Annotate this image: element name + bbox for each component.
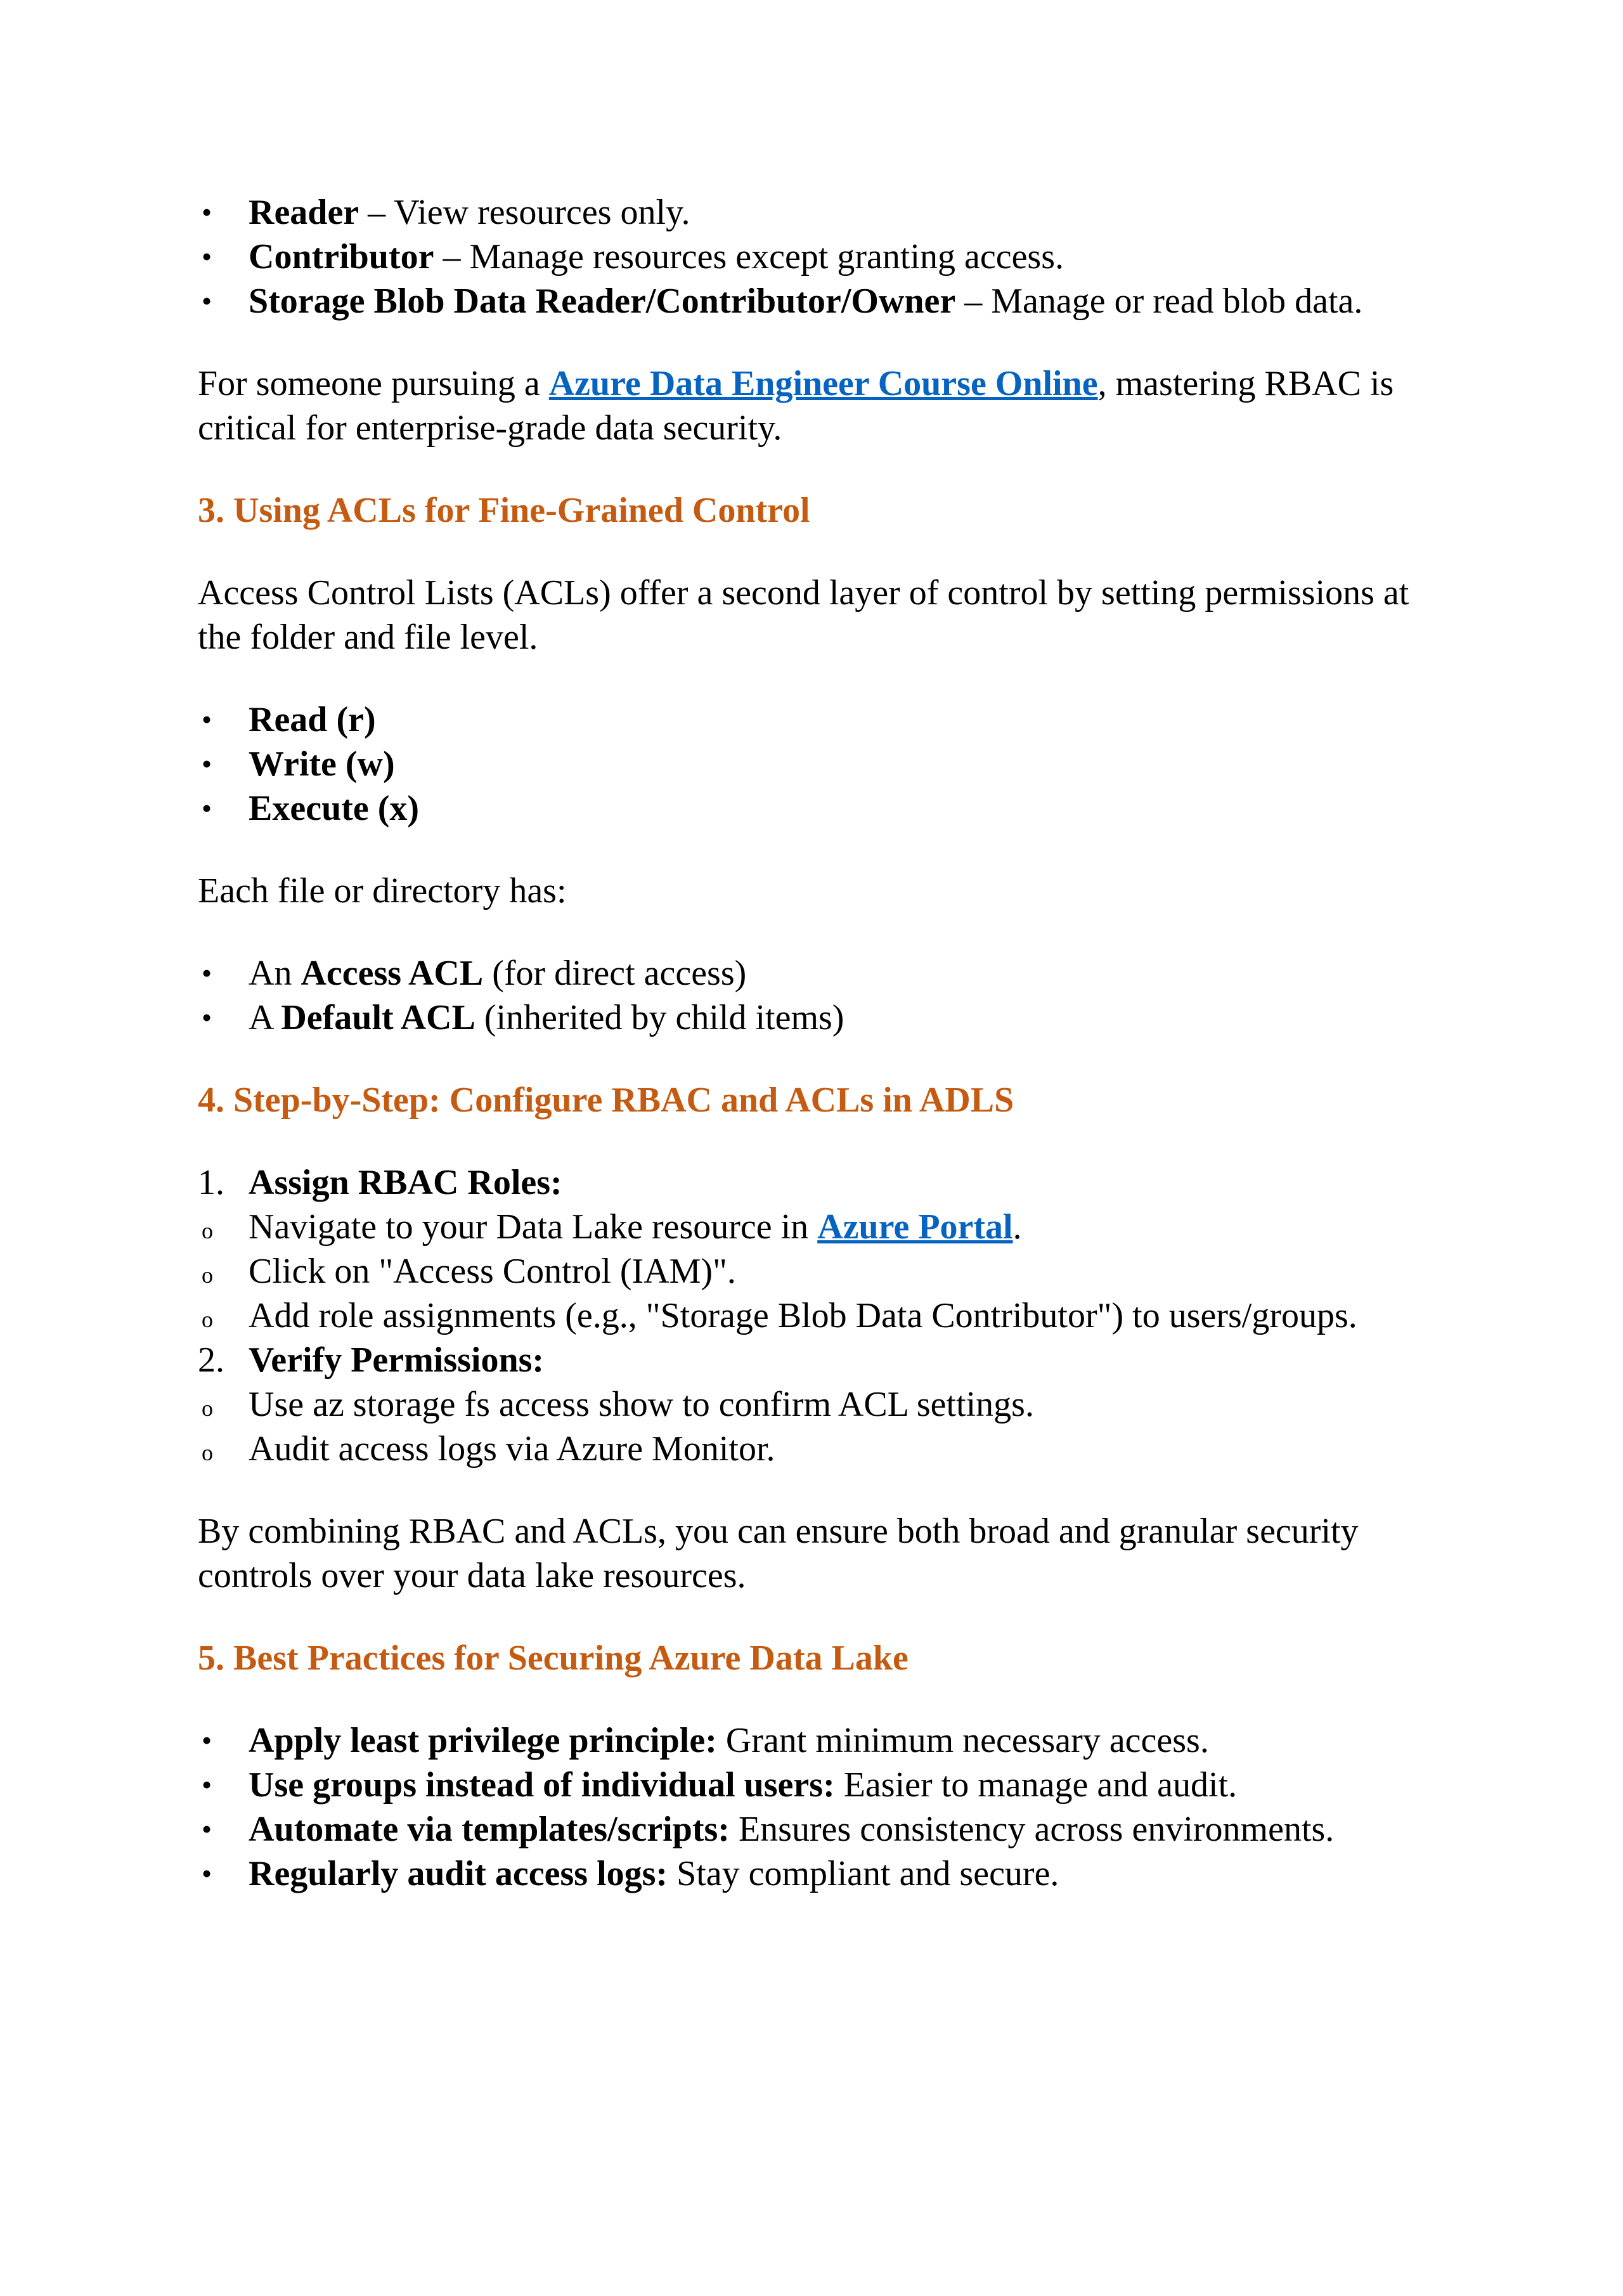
- substep-text: Add role assignments (e.g., "Storage Blob Data Contributor") to users/groups.: [249, 1296, 1357, 1335]
- practice-desc: Stay compliant and secure.: [668, 1854, 1059, 1893]
- role-term: Reader: [249, 193, 359, 232]
- list-item: [198, 786, 1440, 831]
- acl-desc: (for direct access): [483, 954, 747, 993]
- practice-desc: Ensures consistency across environments.: [729, 1810, 1335, 1849]
- permission-term: Write (w): [249, 744, 395, 784]
- acl-type-list: [198, 951, 1440, 1040]
- summary-paragraph: By combining RBAC and ACLs, you can ensure both broad and granular security controls over your data lake resources.: [198, 1512, 1359, 1595]
- list-item: [198, 1205, 1440, 1249]
- list-item: [198, 1852, 1440, 1896]
- document-page: [198, 190, 1440, 1896]
- list-item: [198, 1763, 1440, 1807]
- acl-term: Default ACL: [281, 998, 475, 1037]
- list-item: [198, 190, 1440, 235]
- acl-intro-paragraph: Access Control Lists (ACLs) offer a second layer of control by setting permissions at the folder and file level.: [198, 573, 1409, 657]
- list-item: [198, 697, 1440, 742]
- list-item: [198, 996, 1440, 1040]
- substep-text: Navigate to your Data Lake resource in: [249, 1207, 818, 1247]
- roles-list: [198, 190, 1440, 323]
- section-5-heading: 5. Best Practices for Securing Azure Data Lake: [198, 1638, 908, 1678]
- substep-text: Audit access logs via Azure Monitor.: [249, 1429, 775, 1469]
- practice-term: Regularly audit access logs:: [249, 1854, 668, 1893]
- substep-text: Use az storage fs access show to confirm ACL settings.: [249, 1385, 1034, 1424]
- step-item: [198, 1160, 1440, 1205]
- course-text-after: , mastering RBAC is critical for enterprise-grade data security.: [198, 364, 1394, 448]
- list-item: [198, 235, 1440, 279]
- acl-pre: A: [249, 998, 281, 1037]
- list-item: [198, 1807, 1440, 1852]
- substep-text-after: .: [1012, 1207, 1022, 1247]
- role-term: Contributor: [249, 237, 434, 276]
- role-desc: – Manage or read blob data.: [955, 282, 1363, 321]
- step-1-substeps: [198, 1205, 1440, 1338]
- list-item: [198, 1427, 1440, 1471]
- list-item: [198, 1382, 1440, 1427]
- list-item: [198, 1718, 1440, 1763]
- substep-text: Click on "Access Control (IAM)".: [249, 1252, 736, 1291]
- permission-term: Execute (x): [249, 789, 420, 828]
- list-item: [198, 742, 1440, 786]
- step-title: Assign RBAC Roles:: [249, 1163, 562, 1202]
- practice-term: Apply least privilege principle:: [249, 1721, 717, 1760]
- role-desc: – View resources only.: [359, 193, 690, 232]
- steps-list-continued: [198, 1338, 1440, 1382]
- step-number: 1.: [198, 1163, 224, 1202]
- step-title: Verify Permissions:: [249, 1340, 545, 1380]
- step-2-substeps: [198, 1382, 1440, 1471]
- course-text-before: For someone pursuing a: [198, 364, 549, 403]
- section-4-heading: 4. Step-by-Step: Configure RBAC and ACLs in ADLS: [198, 1080, 1014, 1120]
- role-term: Storage Blob Data Reader/Contributor/Owner: [249, 282, 956, 321]
- each-has-paragraph: Each file or directory has:: [198, 871, 567, 911]
- list-item: [198, 951, 1440, 996]
- list-item: [198, 1249, 1440, 1294]
- step-item: [198, 1338, 1440, 1382]
- steps-list: [198, 1160, 1440, 1205]
- practice-desc: Grant minimum necessary access.: [716, 1721, 1209, 1760]
- list-item: [198, 1294, 1440, 1338]
- acl-term: Access ACL: [301, 954, 484, 993]
- permission-term: Read (r): [249, 700, 376, 739]
- practice-term: Automate via templates/scripts:: [249, 1810, 730, 1849]
- step-number: 2.: [198, 1340, 224, 1380]
- practice-desc: Easier to manage and audit.: [834, 1765, 1238, 1805]
- best-practices-list: [198, 1718, 1440, 1896]
- role-desc: – Manage resources except granting access.: [434, 237, 1064, 276]
- section-3-heading: 3. Using ACLs for Fine-Grained Control: [198, 491, 810, 530]
- acl-desc: (inherited by child items): [475, 998, 844, 1037]
- permission-list: [198, 697, 1440, 831]
- azure-data-engineer-course-link[interactable]: Azure Data Engineer Course Online: [548, 364, 1098, 403]
- practice-term: Use groups instead of individual users:: [249, 1765, 835, 1805]
- acl-pre: An: [249, 954, 301, 993]
- list-item: [198, 279, 1440, 323]
- course-paragraph: [198, 361, 1440, 450]
- azure-portal-link[interactable]: Azure Portal: [817, 1207, 1013, 1247]
